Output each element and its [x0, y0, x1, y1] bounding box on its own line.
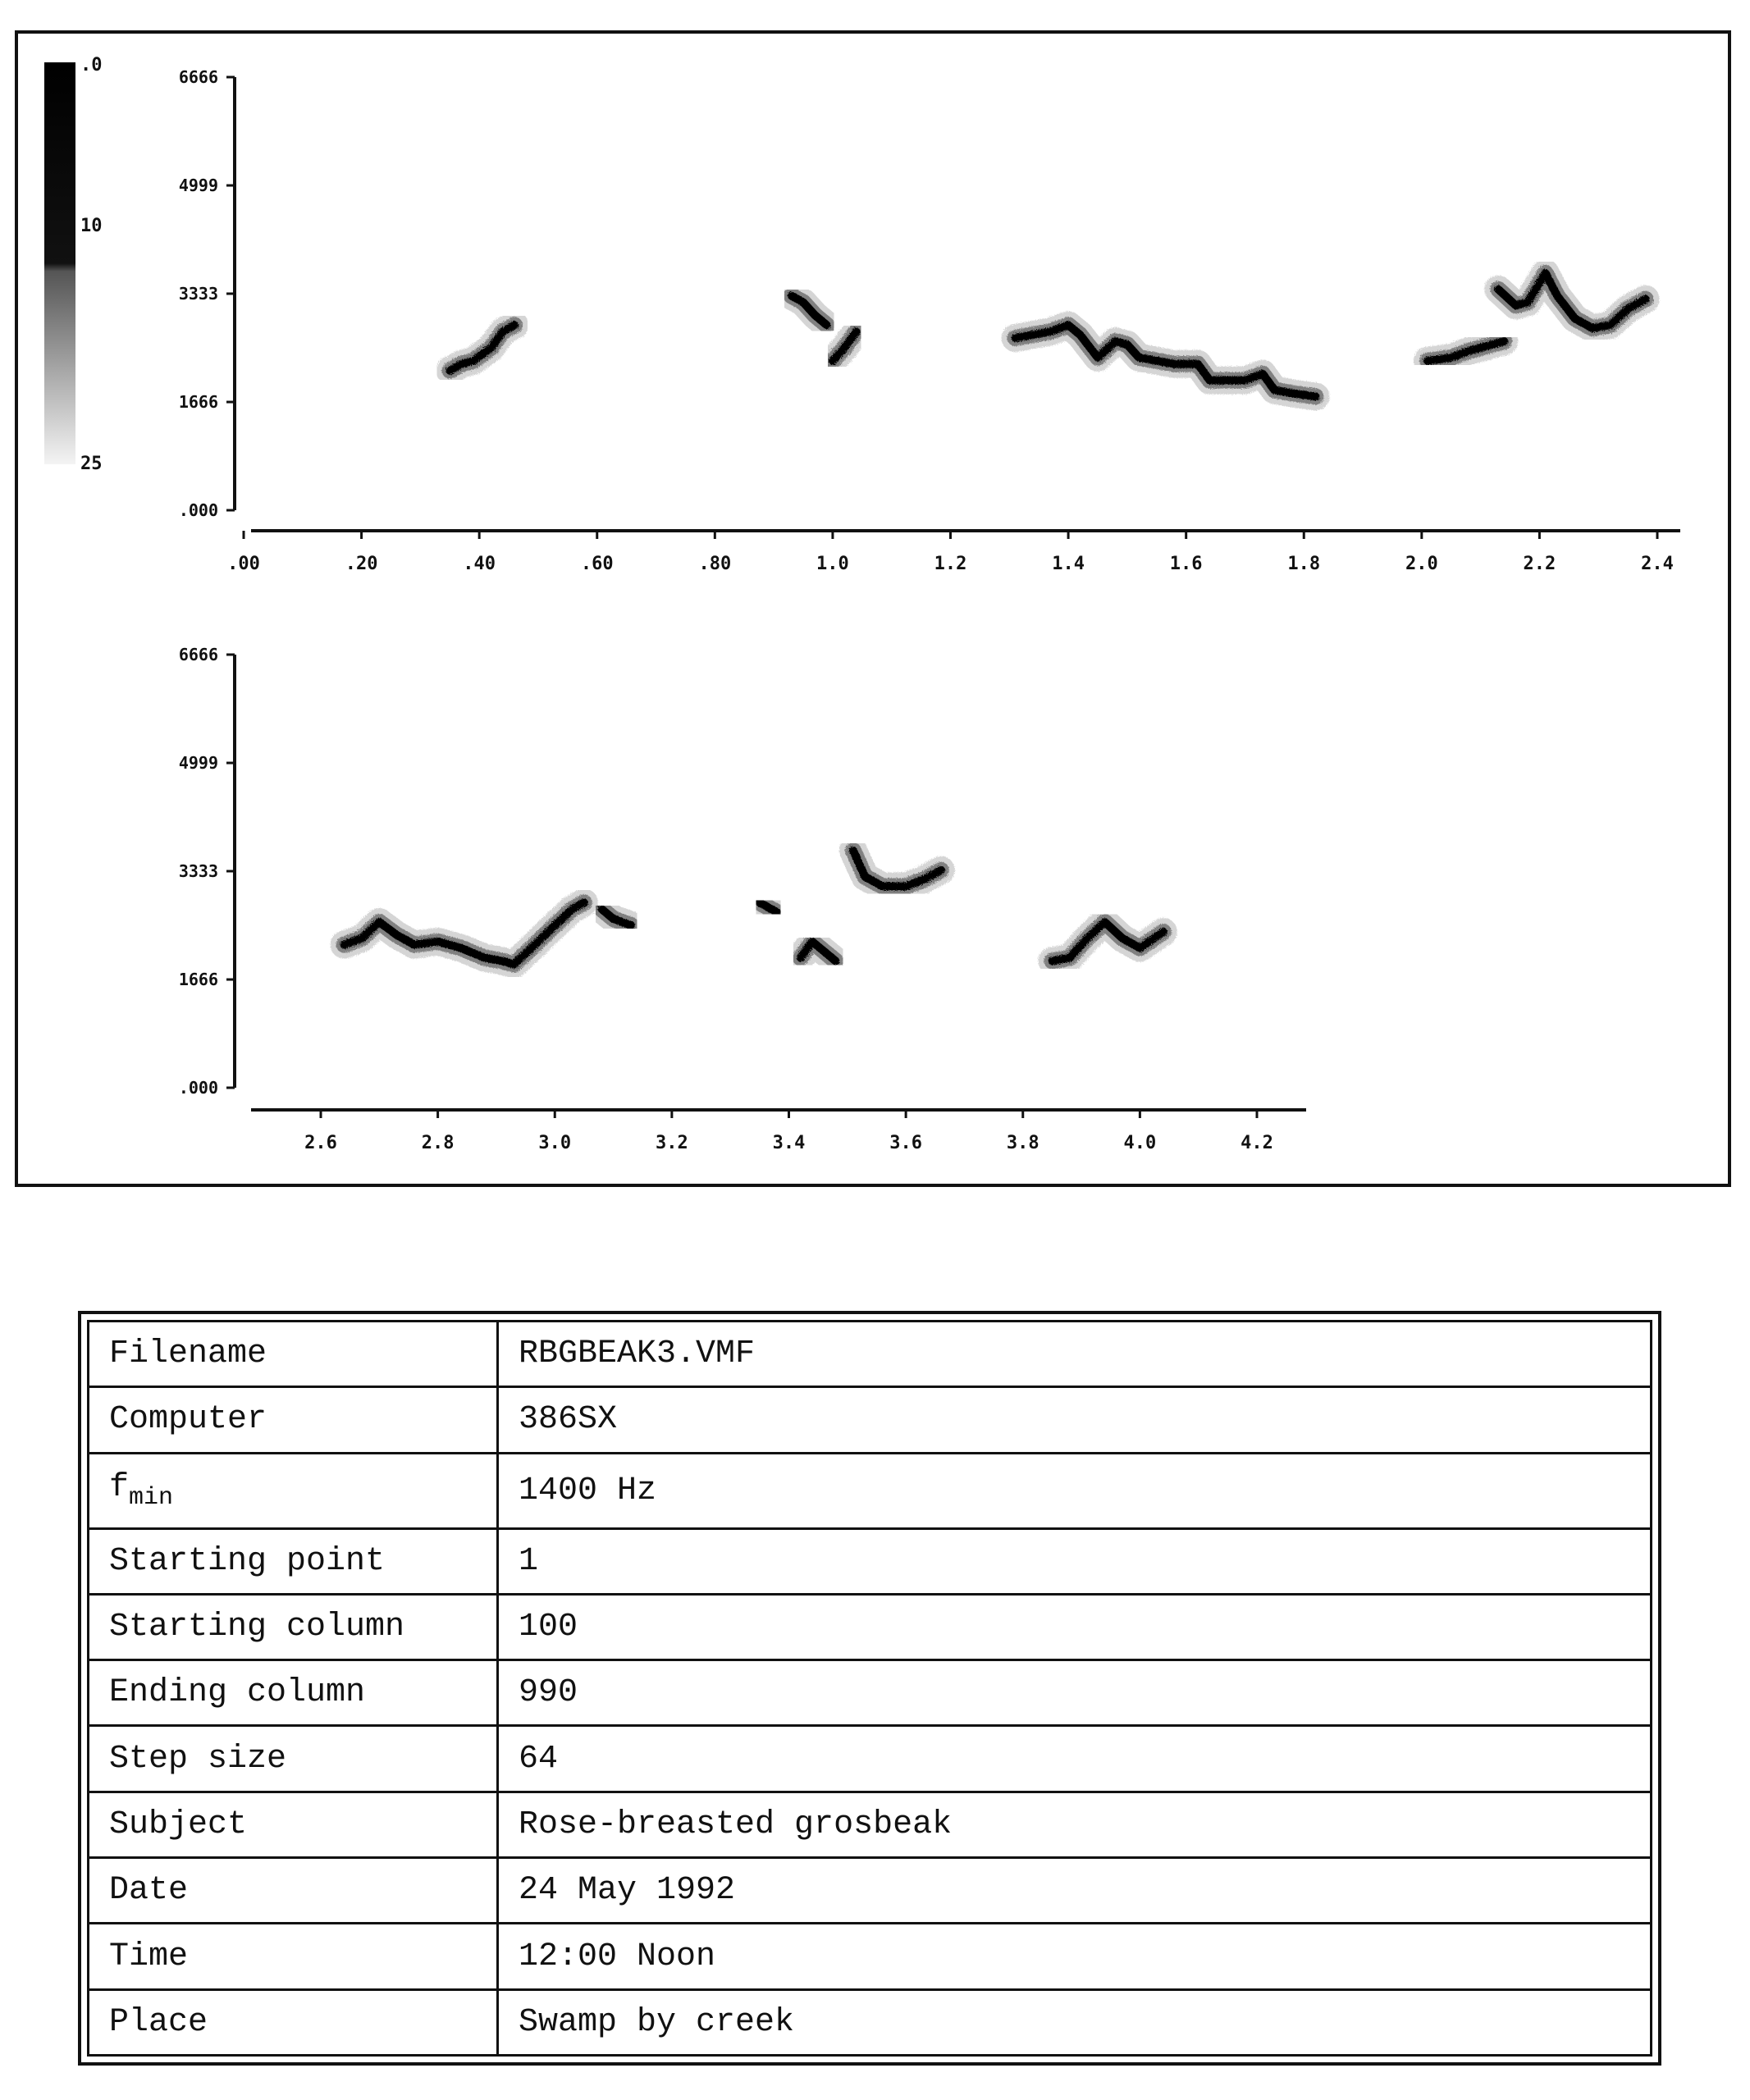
x-tick-label: .20	[345, 554, 378, 574]
row-value: 100	[498, 1594, 1652, 1659]
scale-label-bottom: 25	[80, 454, 103, 474]
row-label	[89, 1453, 498, 1528]
scale-label-top: .0	[80, 55, 103, 75]
x-tick-label: 1.2	[934, 554, 967, 574]
y-tick-label: 3333	[178, 284, 218, 304]
x-tick-label: 2.6	[304, 1133, 337, 1153]
x-tick-label: 2.8	[421, 1133, 455, 1153]
table-row-computer	[89, 1387, 1652, 1453]
recording-info-table	[87, 1320, 1652, 2057]
x-tick-label: 1.0	[816, 554, 849, 574]
table-row-place	[89, 1989, 1652, 2055]
y-tick-label: 6666	[178, 645, 218, 664]
table-row-filename	[89, 1322, 1652, 1387]
recording-info-table-frame	[78, 1311, 1661, 2066]
row-label: Filename	[89, 1322, 498, 1387]
row-value: 64	[498, 1726, 1652, 1792]
row-value: 990	[498, 1660, 1652, 1726]
row-label: Time	[89, 1924, 498, 1989]
x-tick-label: 3.8	[1006, 1133, 1039, 1153]
y-tick-label: 4999	[178, 753, 218, 774]
table-row-subject	[89, 1792, 1652, 1857]
x-tick-label: 2.4	[1641, 554, 1674, 574]
x-tick-label: .80	[698, 554, 732, 574]
row-label-main: f	[109, 1469, 130, 1507]
row-value: Swamp by creek	[498, 1989, 1652, 2055]
y-tick-label: 1666	[178, 970, 218, 990]
y-tick-label: 6666	[178, 67, 218, 87]
row-label: Starting column	[89, 1594, 498, 1659]
table-row-starting-point	[89, 1528, 1652, 1594]
table-row-time	[89, 1924, 1652, 1989]
table-row-ending-column	[89, 1660, 1652, 1726]
row-label: Starting point	[89, 1528, 498, 1594]
x-tick-label: 1.4	[1052, 554, 1085, 574]
table-row-date	[89, 1858, 1652, 1924]
row-label: Ending column	[89, 1660, 498, 1726]
x-tick-label: .60	[580, 554, 614, 574]
row-value: RBGBEAK3.VMF	[498, 1322, 1652, 1387]
x-tick-label: 2.0	[1405, 554, 1438, 574]
x-tick-label: 1.6	[1169, 554, 1203, 574]
x-tick-label: 4.0	[1123, 1133, 1157, 1153]
row-label: Subject	[89, 1792, 498, 1857]
spectrogram-bottom	[179, 645, 1306, 1153]
row-value: 1400 Hz	[498, 1453, 1652, 1528]
x-tick-label: 3.2	[656, 1133, 688, 1153]
y-tick-label: 1666	[178, 392, 218, 413]
row-value: 24 May 1992	[498, 1858, 1652, 1924]
x-tick-label: 3.0	[538, 1133, 572, 1153]
table-row-step-size	[89, 1726, 1652, 1792]
x-tick-label: 3.4	[772, 1133, 806, 1153]
scale-label-mid: 10	[80, 216, 103, 236]
y-tick-label: .000	[178, 1078, 218, 1098]
x-tick-label: 1.8	[1287, 554, 1321, 574]
row-value: 12:00 Noon	[498, 1924, 1652, 1989]
x-tick-label: 2.2	[1523, 554, 1556, 574]
row-label-sub: min	[129, 1484, 174, 1513]
y-tick-label: 4999	[178, 176, 218, 196]
x-tick-label: 4.2	[1241, 1133, 1273, 1153]
y-tick-label: 3333	[178, 861, 218, 881]
intensity-scale-bar	[44, 55, 103, 474]
row-label: Place	[89, 1989, 498, 2055]
table-row-starting-column	[89, 1594, 1652, 1659]
y-tick-label: .000	[178, 500, 218, 520]
row-value: 386SX	[498, 1387, 1652, 1453]
row-label: Computer	[89, 1387, 498, 1453]
row-value: 1	[498, 1528, 1652, 1594]
x-tick-label: .00	[227, 554, 260, 574]
intensity-scale-gradient	[44, 62, 75, 464]
row-label: Date	[89, 1858, 498, 1924]
row-label: Step size	[89, 1726, 498, 1792]
spectrogram-top	[179, 67, 1680, 574]
table-row-fmin	[89, 1453, 1652, 1528]
x-tick-label: .40	[463, 554, 496, 574]
row-value: Rose-breasted grosbeak	[498, 1792, 1652, 1857]
x-tick-label: 3.6	[889, 1133, 922, 1153]
